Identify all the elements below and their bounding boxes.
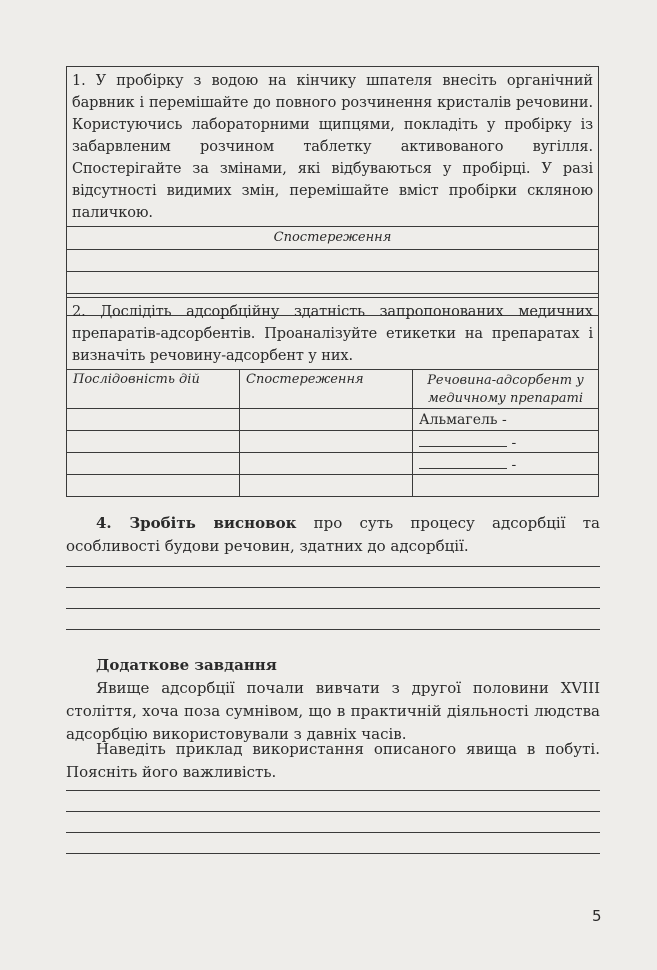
fill-in-blank[interactable] bbox=[419, 432, 507, 447]
task2-table bbox=[67, 369, 598, 496]
answer-line[interactable] bbox=[66, 566, 600, 567]
table-cell[interactable] bbox=[240, 453, 413, 475]
task1-answer-row[interactable] bbox=[67, 271, 598, 293]
table-row bbox=[67, 453, 598, 475]
task4-paragraph bbox=[66, 512, 600, 558]
answer-line[interactable] bbox=[66, 832, 600, 833]
answer-line[interactable] bbox=[66, 811, 600, 812]
task4-text: про суть процесу адсорбції та особливості будови речовин, здатних до адсорбції. bbox=[66, 514, 600, 555]
column-header-actions: Послідовність дій bbox=[67, 370, 240, 409]
answer-line[interactable] bbox=[66, 790, 600, 791]
table-row bbox=[67, 475, 598, 497]
task2-instructions: 2. Дослідіть адсорбційну здатність запропонованих медичних препаратів-адсорбентів. Проаналізуйте етикетки на препаратах і визначіть речовину-адсорбент у них. bbox=[72, 304, 593, 364]
task1-answer-row[interactable] bbox=[67, 249, 598, 271]
answer-line[interactable] bbox=[66, 608, 600, 609]
task1-instructions: 1. У пробірку з водою на кінчику шпателя внесіть органічний барвник і перемішайте до повного розчинення кристалів речовини. Користуючись лабораторними щипцями, покладіть у пробірку із забарвленим розчином таблетку активованого вугілля. Спостерігайте за змінами, які відбуваються у пробірці. У разі відсутності видимих змін, перемішайте вміст пробірки скляною паличкою. bbox=[72, 73, 593, 221]
fill-in-blank[interactable] bbox=[419, 454, 507, 469]
dash-text: - bbox=[511, 435, 517, 451]
dash-text: - bbox=[511, 457, 517, 473]
task4-lead: 4. Зробіть висновок bbox=[96, 514, 297, 532]
table-row bbox=[67, 431, 598, 453]
table-cell[interactable] bbox=[67, 475, 240, 497]
table-cell[interactable] bbox=[67, 453, 240, 475]
task1-box bbox=[66, 66, 599, 316]
column-header-observations: Спостереження bbox=[240, 370, 413, 409]
answer-line[interactable] bbox=[66, 629, 600, 630]
table-cell[interactable] bbox=[67, 431, 240, 453]
extra-task-paragraph-2: Наведіть приклад використання описаного явища в побуті. Поясніть його важливість. bbox=[66, 740, 600, 781]
table-cell-adsorbent[interactable] bbox=[413, 475, 599, 497]
extra-task-title: Додаткове завдання bbox=[96, 656, 277, 674]
column-header-adsorbent: Речовина-адсорбент у медичному препараті bbox=[413, 370, 599, 409]
answer-line[interactable] bbox=[66, 587, 600, 588]
table-cell-adsorbent[interactable] bbox=[413, 453, 599, 475]
table-cell[interactable] bbox=[240, 475, 413, 497]
extra-task-paragraph-1: Явище адсорбції почали вивчати з другої половини XVIII століття, хоча поза сумнівом, що в практичній діяльності людства адсорбцію використовували з давніх часів. bbox=[66, 679, 600, 743]
table-cell[interactable] bbox=[240, 431, 413, 453]
table-cell[interactable] bbox=[240, 409, 413, 431]
task2-box bbox=[66, 297, 599, 497]
table-cell[interactable] bbox=[67, 409, 240, 431]
table-cell-adsorbent[interactable] bbox=[413, 431, 599, 453]
answer-line[interactable] bbox=[66, 853, 600, 854]
table-row bbox=[67, 409, 598, 431]
table-header-row bbox=[67, 370, 598, 409]
page-number: 5 bbox=[592, 907, 602, 925]
table-cell-adsorbent[interactable]: Альмагель - bbox=[413, 409, 599, 431]
task1-observations-header: Спостереження bbox=[67, 226, 598, 249]
